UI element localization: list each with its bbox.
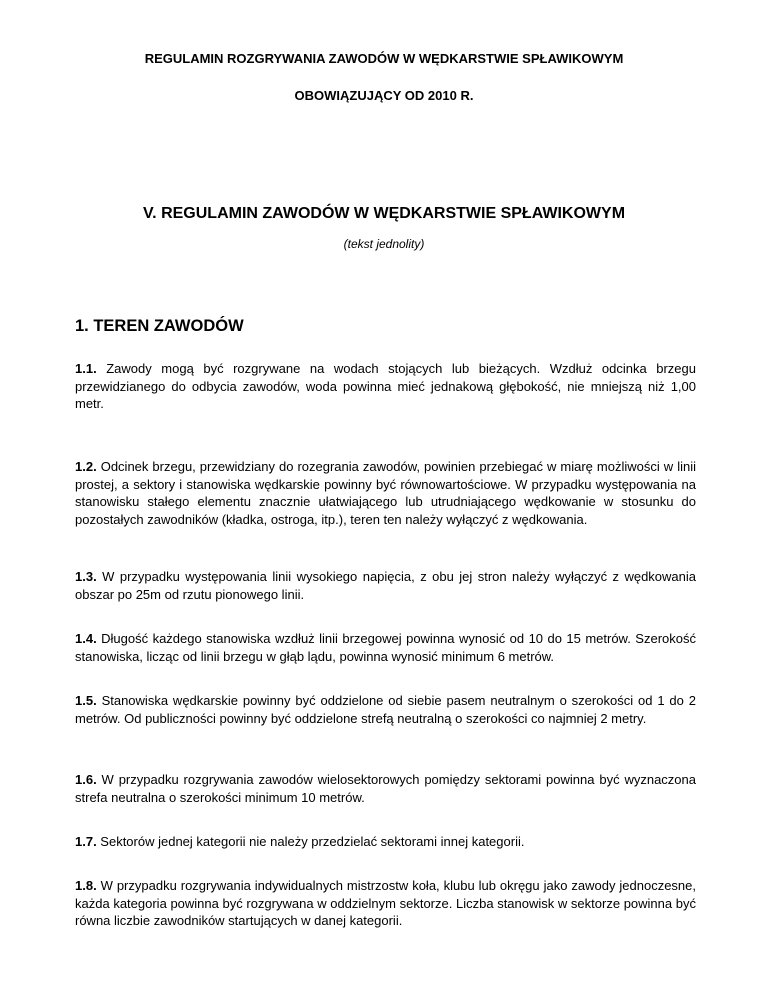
paragraph-number: 1.7. bbox=[75, 834, 97, 849]
paragraph-number: 1.3. bbox=[75, 569, 97, 584]
paragraph-1-4 bbox=[75, 630, 696, 665]
paragraph-number: 1.2. bbox=[75, 459, 97, 474]
paragraph-text: Sektorów jednej kategorii nie należy przedzielać sektorami innej kategorii. bbox=[96, 834, 525, 849]
paragraph-1-3 bbox=[75, 568, 696, 603]
section-title: V. REGULAMIN ZAWODÓW W WĘDKARSTWIE SPŁAWIKOWYM bbox=[142, 205, 626, 222]
document-subtitle: OBOWIĄZUJĄCY OD 2010 R. bbox=[294, 88, 474, 103]
chapter-heading: 1. TEREN ZAWODÓW bbox=[75, 317, 244, 335]
paragraph-text: Odcinek brzegu, przewidziany do rozegrania zawodów, powinien przebiegać w miarę możliwości w linii prostej, a sektory i stanowiska wędkarskie powinny być równowartościowe. W przypadku występowania na stanowisku stałego elementu znacznie ułatwiającego lub utrudniającego wędkowanie w stosunku do pozostałych zawodników (kładka, ostroga, itp.), teren ten należy wyłączyć z wędkowania. bbox=[75, 459, 696, 527]
paragraph-text: Długość każdego stanowiska wzdłuż linii brzegowej powinna wynosić od 10 do 15 metrów. Szerokość stanowiska, licząc od linii brzegu w głąb lądu, powinna wynosić minimum 6 metrów. bbox=[75, 631, 696, 664]
paragraph-text: W przypadku rozgrywania indywidualnych mistrzostw koła, klubu lub okręgu jako zawody jednoczesne, każda kategoria powinna być rozgrywana w oddzielnym sektorze. Liczba stanowisk w sektorze powinna być równa liczbie zawodników startujących w danej kategorii. bbox=[75, 878, 696, 928]
paragraph-1-1 bbox=[75, 360, 696, 413]
paragraph-text: Zawody mogą być rozgrywane na wodach stojących lub bieżących. Wzdłuż odcinka brzegu przewidzianego do odbycia zawodów, woda powinna mieć jednakową głębokość, nie mniejszą niż 1,00 metr. bbox=[75, 361, 696, 411]
paragraph-number: 1.1. bbox=[75, 361, 97, 376]
paragraph-number: 1.8. bbox=[75, 878, 97, 893]
paragraph-number: 1.4. bbox=[75, 631, 97, 646]
paragraph-1-2 bbox=[75, 458, 696, 528]
paragraph-1-5 bbox=[75, 692, 696, 727]
paragraph-text: W przypadku rozgrywania zawodów wielosektorowych pomiędzy sektorami powinna być wyznaczona strefa neutralna o szerokości minimum 10 metrów. bbox=[75, 772, 696, 805]
paragraph-text: W przypadku występowania linii wysokiego napięcia, z obu jej stron należy wyłączyć z wędkowania obszar po 25m od rzutu pionowego linii. bbox=[75, 569, 696, 602]
paragraph-number: 1.5. bbox=[75, 693, 97, 708]
section-note: (tekst jednolity) bbox=[343, 237, 425, 251]
paragraph-1-6 bbox=[75, 771, 696, 806]
paragraph-1-7 bbox=[75, 833, 696, 851]
paragraph-1-8 bbox=[75, 877, 696, 930]
document-title: REGULAMIN ROZGRYWANIA ZAWODÓW W WĘDKARSTWIE SPŁAWIKOWYM bbox=[144, 51, 624, 66]
paragraph-text: Stanowiska wędkarskie powinny być oddzielone od siebie pasem neutralnym o szerokości od 1 do 2 metrów. Od publiczności powinny być oddzielone strefą neutralną o szerokości co najmniej 2 metry. bbox=[75, 693, 696, 726]
paragraph-number: 1.6. bbox=[75, 772, 97, 787]
